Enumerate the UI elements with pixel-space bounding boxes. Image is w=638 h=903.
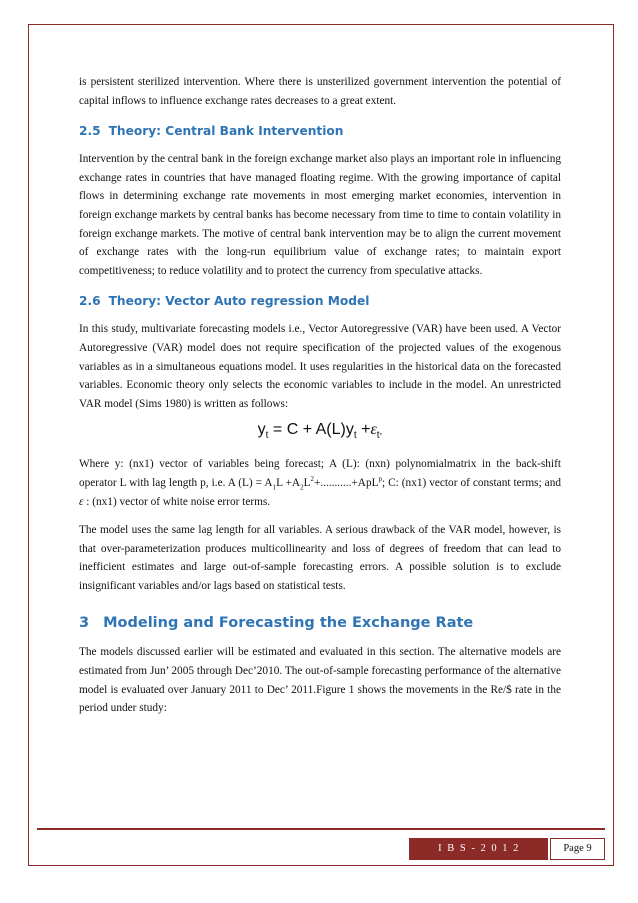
eq-plus-2: + (361, 421, 371, 439)
heading-3 (79, 613, 561, 633)
page-content (79, 73, 561, 718)
eq-y2: y (345, 421, 354, 439)
where-sup-p: p (378, 475, 383, 484)
eq-sub-t3: t (376, 430, 380, 442)
page-footer (37, 838, 605, 860)
var-equation (79, 421, 561, 449)
eq-y: y (257, 421, 266, 439)
footer-page-number: Page 9 (550, 838, 605, 860)
section-2-6-body-2: The model uses the same lag length for all variables. A serious drawback of the VAR model, however, is that over-parameterization produces multicollinearity and loss of degrees of freedom that can lead to inefficient estimates and large out-of-sample forecasting errors. A possible solution is to exclude insignificant variables and/or lags based on statistical tests. (79, 524, 561, 592)
eq-equals: = (272, 421, 283, 439)
eq-epsilon: ε (370, 421, 377, 439)
heading-3-number: 3 (79, 615, 90, 632)
heading-2-6-title: Theory: Vector Auto regression Model (108, 294, 370, 309)
where-sub-1: 1 (272, 483, 277, 492)
where-sup-2: 2 (310, 475, 314, 484)
where-part-e: ; C: (nx1) vector of constant terms; and (382, 476, 561, 489)
eq-c: C (286, 421, 299, 439)
where-sub-2: 2 (300, 483, 304, 492)
footer-left-blank (37, 838, 409, 860)
eq-a-l: A(L) (315, 421, 346, 439)
where-part-f: : (nx1) vector of white noise error terms. (86, 495, 271, 508)
heading-2-5-title: Theory: Central Bank Intervention (108, 124, 344, 139)
eq-plus-1: + (302, 421, 313, 439)
eq-sub-t1: t (265, 430, 269, 442)
footer-rule (37, 828, 605, 830)
heading-2-5-number: 2.5 (79, 124, 101, 139)
where-paragraph (79, 455, 561, 511)
section-2-6-body: In this study, multivariate forecasting models i.e., Vector Autoregressive (VAR) have been used. A Vector Autoregressive (VAR) model does not require specification of the projected values of the exogenous variables as in a simultaneous equations model. It uses regularities in the historical data on the forecasted variables. Economic theory only selects the economic variables to include in the model. An unrestricted VAR model (Sims 1980) is written as follows: (79, 323, 561, 410)
where-part-a: Where y: (nx1) vector of variables being forecast; A (L): (nxn) polynomialmatrix in the back-shift operator L with lag length p, i.e. A (L) = A (79, 458, 561, 489)
section-3-body: The models discussed earlier will be estimated and evaluated in this section. The alternative models are estimated from Jun’ 2005 through Dec’2010. The out-of-sample forecasting performance of the alternative model is evaluated over January 2011 to Dec’ 2011.Figure 1 shows the movements in the Re/$ rate in the period under study: (79, 646, 561, 715)
section-2-5-body: Intervention by the central bank in the foreign exchange market also plays an important role in influencing exchange rates in countries that have managed floating regime. With the growing importance of capital flows in determining exchange rate movements in most emerging market economies, intervention in foreign exchange markets by central banks has become necessary from time to time to contain volatility in foreign exchange markets. The motive of central bank intervention may be to align the current movement of exchange rates with the long-run equilibrium value of exchange rates; to maintain export competitiveness; to reduce volatility and to protect the currency from speculative attacks. (79, 153, 561, 277)
where-part-d: +...........+ApL (313, 476, 379, 489)
heading-2-5 (79, 122, 561, 140)
heading-2-6 (79, 292, 561, 310)
where-part-b: L +A (276, 476, 301, 489)
heading-2-6-number: 2.6 (79, 294, 101, 309)
where-epsilon: ε (79, 495, 84, 508)
eq-trailing-comma: , (379, 426, 383, 438)
where-part-c: L (303, 476, 311, 489)
intro-paragraph: is persistent sterilized intervention. Where there is unsterilized government intervention the potential of capital inflows to influence exchange rates decreases to a great extent. (79, 76, 561, 107)
footer-journal-label: I B S - 2 0 1 2 (409, 838, 548, 860)
heading-3-title: Modeling and Forecasting the Exchange Rate (103, 615, 474, 632)
eq-sub-t2: t (353, 430, 357, 442)
